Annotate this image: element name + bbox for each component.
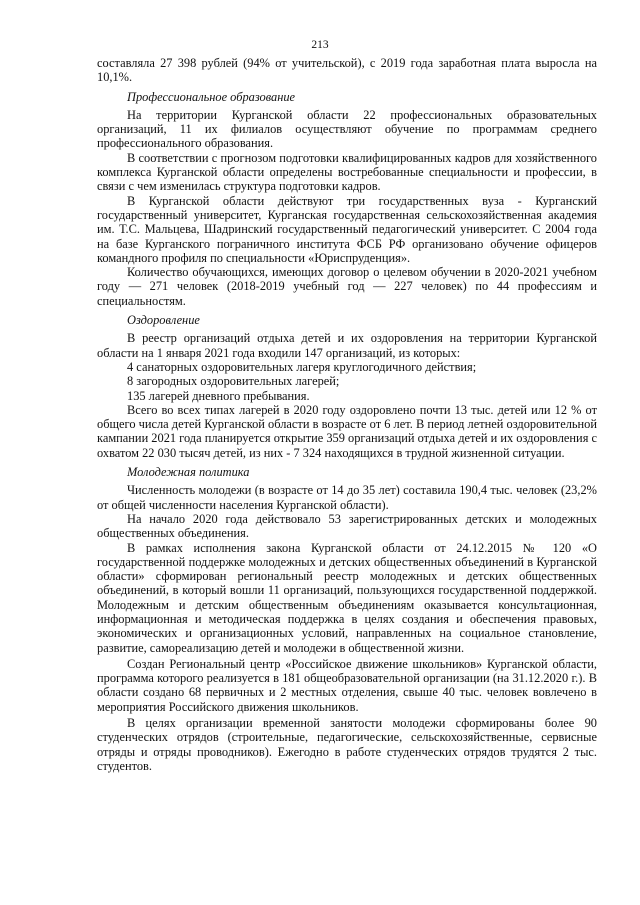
paragraph: В реестр организаций отдыха детей и их оздоровления на территории Курганской области на 1 января 2021 года входили 147 организаций, из которых: — [97, 331, 597, 360]
paragraph: Количество обучающихся, имеющих договор о целевом обучении в 2020-2021 учебном году — 271 человек (2018-2019 учебный год — 227 человек) по 44 профессиям и специальностям. — [97, 265, 597, 308]
paragraph: Создан Региональный центр «Российское движение школьников» Курганской области, программа которого реализуется в 181 общеобразовательной организации (на 31.12.2020 г.). В области создано 68 первичных и 2 местных отделения, свыше 40 тыс. человек вовлечено в мероприятия Российского движения школьников. — [97, 656, 597, 714]
paragraph: В целях организации временной занятости молодежи сформированы более 90 студенческих отрядов (строительные, педагогические, сельскохозяйственные, сервисные отряды и отряды проводников). Ежегодно в работе студенческих отрядов трудятся 2 тыс. студентов. — [97, 716, 597, 773]
section-heading: Оздоровление — [127, 313, 200, 328]
section-heading: Молодежная политика — [127, 465, 250, 480]
list-item: 135 лагерей дневного пребывания. — [127, 388, 310, 403]
page-content — [97, 56, 597, 773]
section-heading: Профессиональное образование — [127, 89, 296, 104]
paragraph: В Курганской области действуют три государственных вуза - Курганский государственный университет, Курганская государственная сельскохозяйственная академия им. Т.С. Мальцева, Шадринский государственный педагогический университет. С 2004 года на базе Курганского пограничного института ФСБ РФ организовано обучение офицеров командного профиля по специальности «Юриспруденция». — [97, 193, 597, 265]
paragraph: В соответствии с прогнозом подготовки квалифицированных кадров для хозяйственного комплекса Курганской области определены востребованные специальности и профессии, в связи с чем изменилась структура подготовки кадров. — [97, 150, 597, 194]
paragraph: На территории Курганской области 22 профессиональных образовательных организаций, 11 их филиалов осуществляют обучение по программам среднего профессионального образования. — [97, 107, 597, 151]
paragraph: Всего во всех типах лагерей в 2020 году оздоровлено почти 13 тыс. детей или 12 % от общего числа детей Курганской области в возрасте от 6 лет. В период летней оздоровительной кампании 2021 года планируется открытие 359 организаций отдыха детей и их оздоровления с охватом 22 030 тысяч детей, из них - 7 324 находящихся в трудной жизненной ситуации. — [97, 402, 597, 460]
page-number: 213 — [311, 39, 329, 51]
paragraph: На начало 2020 года действовало 53 зарегистрированных детских и молодежных общественных объединения. — [97, 511, 597, 541]
paragraph: составляла 27 398 рублей (94% от учительской), с 2019 года заработная плата выросла на 10,1%. — [97, 56, 597, 85]
paragraph: Численность молодежи (в возрасте от 14 до 35 лет) составила 190,4 тыс. человек (23,2% от общей численности населения Курганской области). — [97, 483, 597, 512]
paragraph: В рамках исполнения закона Курганской области от 24.12.2015 № 120 «О государственной поддержке молодежных и детских общественных объединений в Курганской области» сформирован региональный реестр молодежных и детских общественных объединений, в который вошли 11 организаций, пользующихся государственной поддержкой. Молодежным и детским общественным объединениям оказывается консультационная, информационная и методическая поддержка в целях создания и обеспечения правовых, экономических и организационных условий, направленных на социальное становление, развитие, самореализацию детей и молодежи в общественной жизни. — [97, 540, 597, 655]
list-item: 4 санаторных оздоровительных лагеря круглогодичного действия; — [127, 359, 477, 374]
list-item: 8 загородных оздоровительных лагерей; — [127, 374, 340, 389]
